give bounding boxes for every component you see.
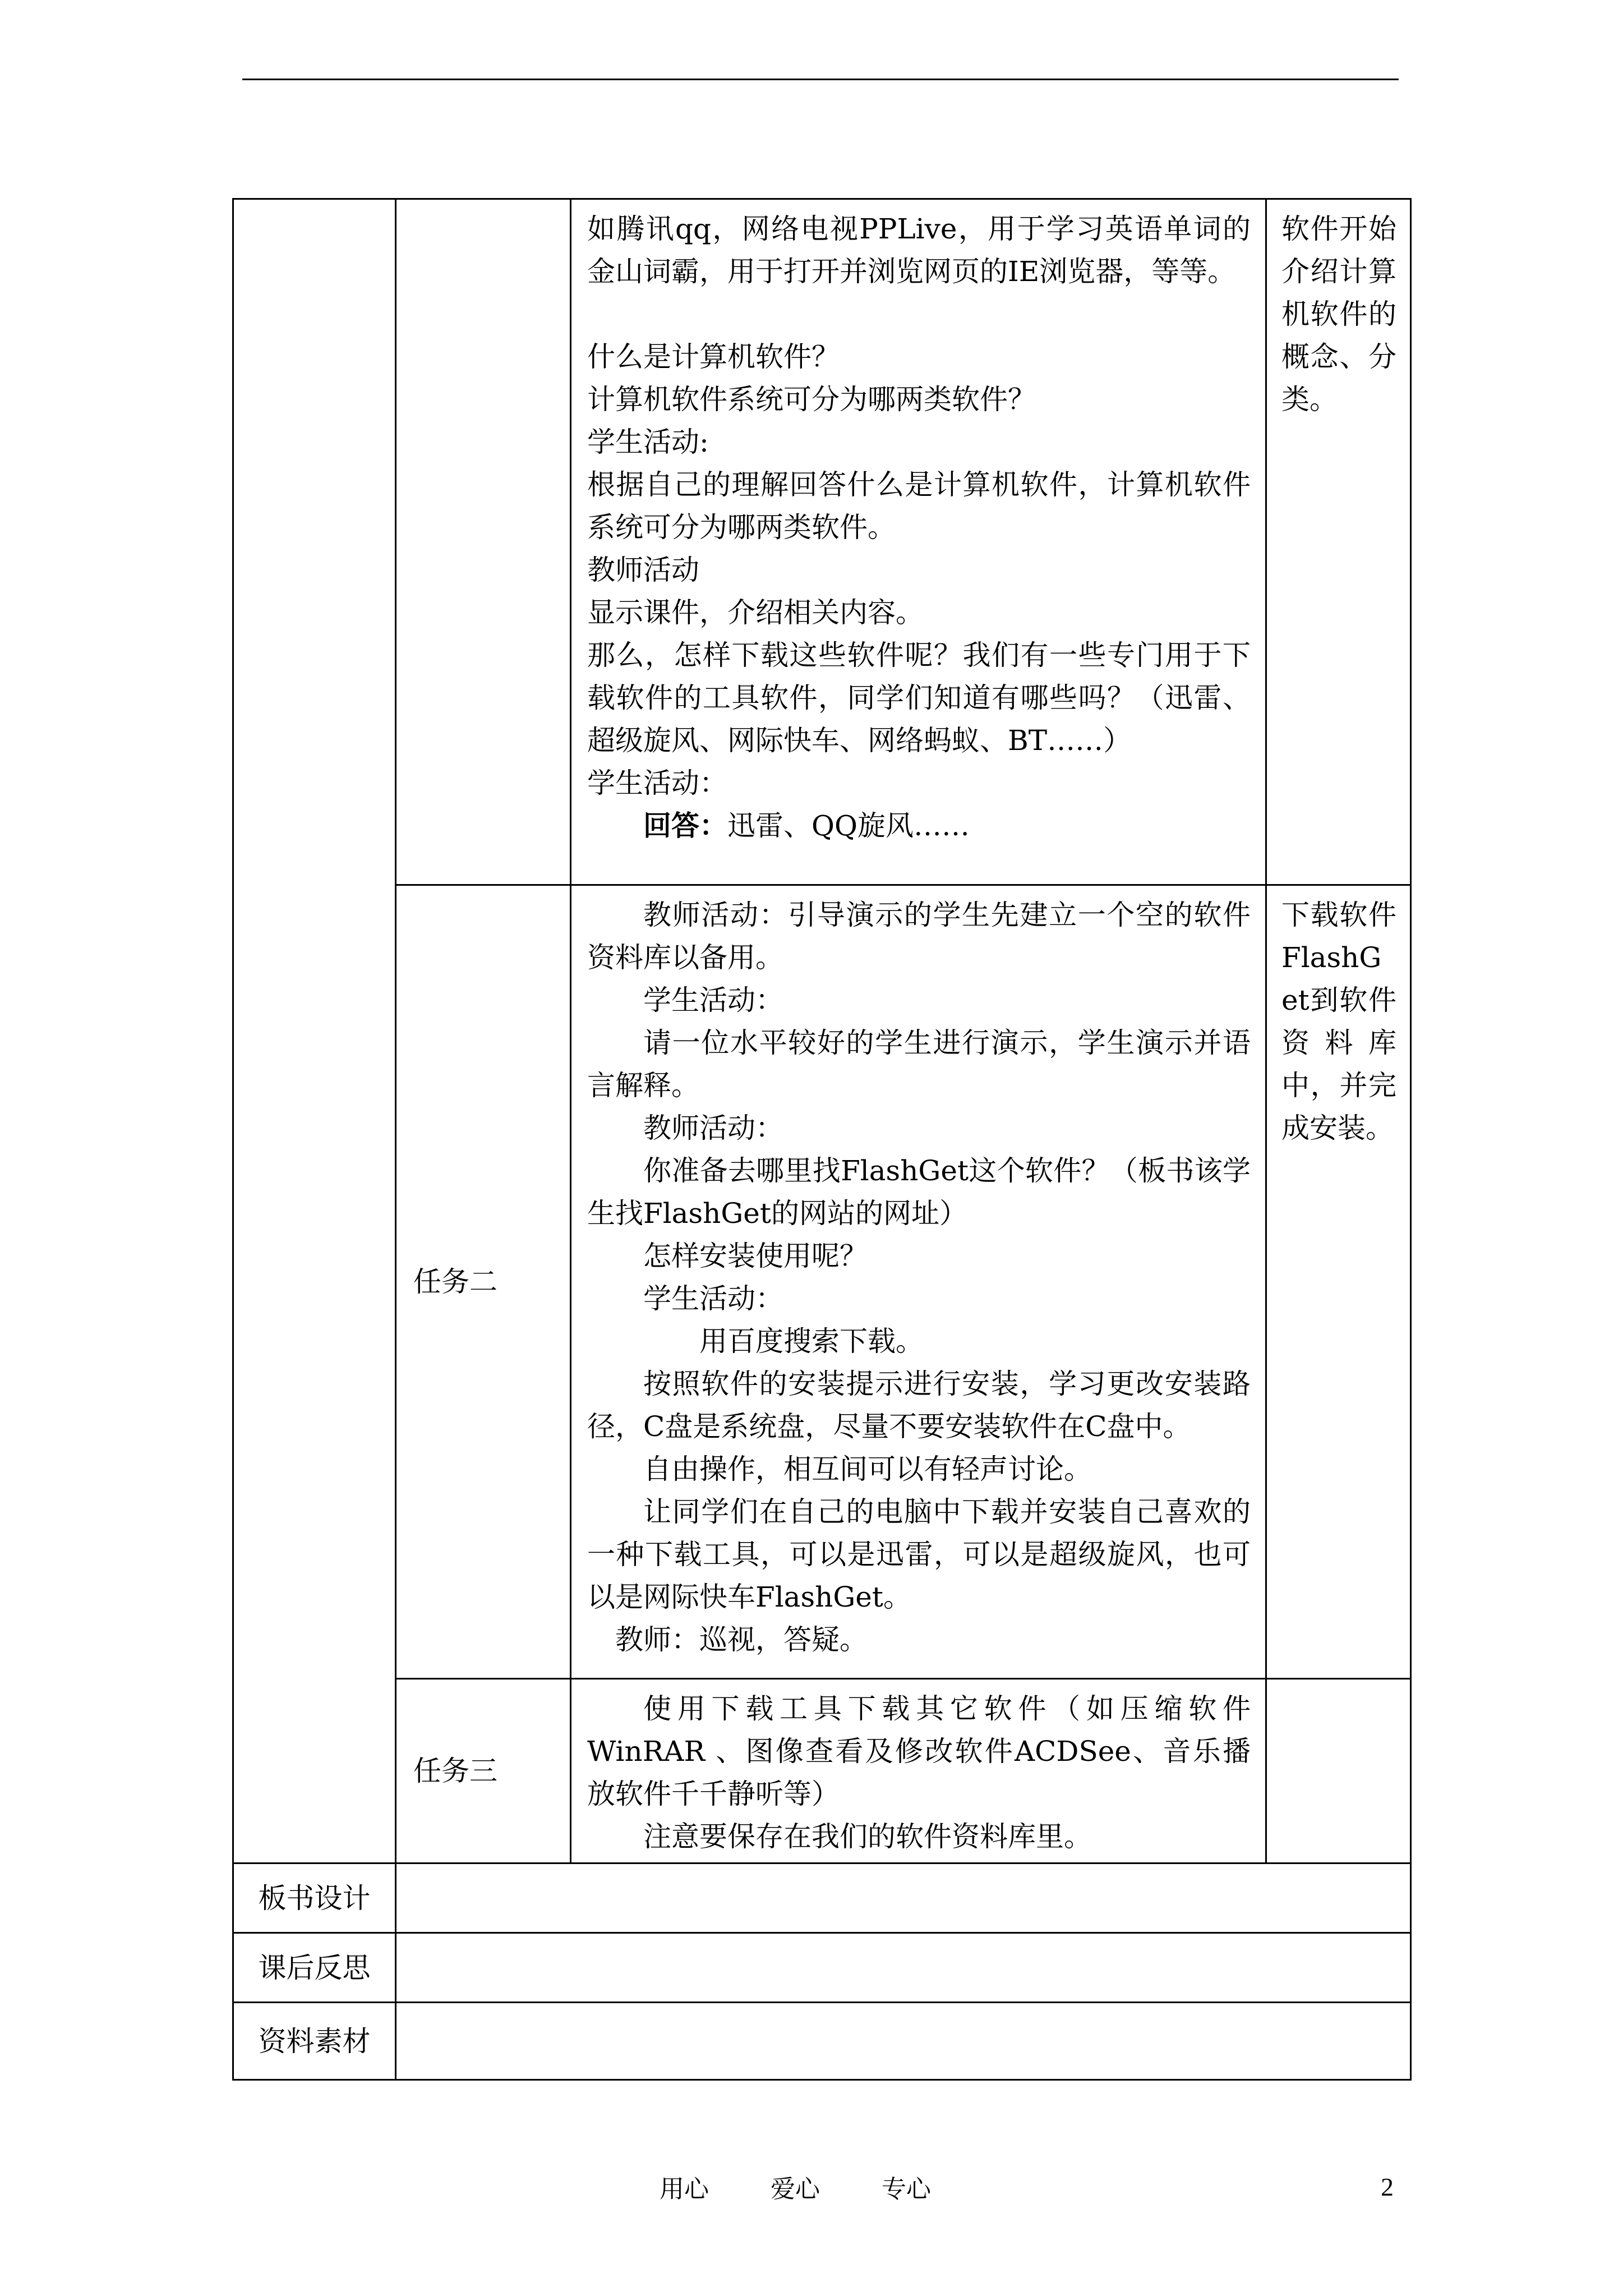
board-design-row	[233, 1864, 1411, 1933]
activity-text: 怎样安装使用呢？	[643, 1240, 868, 1272]
activity-cell	[571, 1679, 1266, 1864]
activity-text: 注意要保存在我们的软件资料库里。	[643, 1820, 1092, 1853]
activity-cell	[571, 885, 1266, 1679]
lesson-plan-table	[232, 198, 1412, 2081]
task-label-cell	[396, 199, 571, 885]
row-value-cell	[396, 1933, 1411, 2003]
row-label-cell	[233, 1933, 396, 2003]
row-label: 课后反思	[258, 1951, 371, 1984]
footer-motto	[660, 2169, 993, 2205]
activity-cell	[571, 199, 1266, 885]
task3-row	[233, 1679, 1411, 1864]
page-number: 2	[1381, 2173, 1394, 2201]
activity-text: 自由操作，相互间可以有轻声讨论。	[643, 1453, 1092, 1485]
activity-text: 那么，怎样下载这些软件呢？我们有一些专门用于下载软件的工具软件，同学们知道有哪些吗？（迅雷、超级旋风、网际快车、网络蚂蚁、BT……）	[587, 639, 1251, 757]
activity-heading: 教师活动	[587, 554, 699, 586]
reflection-row	[233, 1933, 1411, 2003]
question-line: 计算机软件系统可分为哪两类软件？	[587, 383, 1036, 416]
activity-text: 教师活动：引导演示的学生先建立一个空的软件资料库以备用。	[587, 899, 1251, 974]
answer-label: 回答：	[643, 809, 727, 842]
activity-text: 根据自己的理解回答什么是计算机软件，计算机软件系统可分为哪两类软件。	[587, 468, 1251, 544]
task-label-cell	[396, 885, 571, 1679]
intro-paragraph: 如腾讯qq，网络电视PPLive，用于学习英语单词的金山词霸，用于打开并浏览网页的IE浏览器，等等。	[587, 213, 1251, 288]
note-text: 软件开始介绍计算机软件的概念、分类。	[1281, 213, 1396, 416]
header-rule	[242, 79, 1399, 80]
answer-line	[587, 804, 1251, 847]
row-value-cell	[396, 1864, 1411, 1933]
activity-heading: 学生活动:	[587, 426, 709, 458]
note-cell	[1266, 199, 1411, 885]
task-label: 任务三	[413, 1755, 497, 1787]
activity-text: 按照软件的安装提示进行安装，学习更改安装路径，C盘是系统盘，尽量不要安装软件在C盘中。	[587, 1368, 1251, 1443]
note-text: 下载软件FlashGet到软件资料库中，并完成安装。	[1281, 899, 1396, 1144]
activity-text: 显示课件，介绍相关内容。	[587, 596, 924, 629]
activity-heading: 学生活动：	[643, 1282, 783, 1315]
stage-cell	[233, 199, 396, 1864]
activity-text: 让同学们在自己的电脑中下载并安装自己喜欢的一种下载工具，可以是迅雷，可以是超级旋风，也可以是网际快车FlashGet。	[587, 1496, 1251, 1613]
question-line: 什么是计算机软件？	[587, 341, 840, 373]
task2-row	[233, 885, 1411, 1679]
activity-heading: 学生活动：	[587, 767, 727, 799]
note-cell	[1266, 1679, 1411, 1864]
activity-heading: 教师活动：	[643, 1112, 783, 1144]
activity-text: 教师：巡视，答疑。	[615, 1623, 868, 1656]
activity-text: 用百度搜索下载。	[699, 1325, 924, 1358]
note-cell	[1266, 885, 1411, 1679]
activity-text: 请一位水平较好的学生进行演示，学生演示并语言解释。	[587, 1027, 1251, 1102]
motto-word: 用心	[660, 2175, 709, 2203]
task-label: 任务二	[413, 1266, 497, 1298]
motto-word: 爱心	[771, 2175, 820, 2203]
activity-text: 使用下载工具下载其它软件（如压缩软件WinRAR 、图像查看及修改软件ACDSee、音乐播放软件千千静听等）	[587, 1692, 1251, 1810]
spacer	[587, 293, 1251, 335]
activity-text: 你准备去哪里找FlashGet这个软件？（板书该学生找FlashGet的网站的网址）	[587, 1154, 1251, 1230]
task-label-cell	[396, 1679, 571, 1864]
row-label-cell	[233, 2003, 396, 2080]
motto-word: 专心	[882, 2175, 931, 2203]
row-value-cell	[396, 2003, 1411, 2080]
activity-heading: 学生活动：	[643, 984, 783, 1016]
row-label: 资料素材	[258, 2024, 371, 2058]
answer-text: 迅雷、QQ旋风……	[727, 809, 970, 842]
row-label-cell	[233, 1864, 396, 1933]
intro-row	[233, 199, 1411, 885]
row-label: 板书设计	[258, 1881, 371, 1915]
materials-row	[233, 2003, 1411, 2080]
